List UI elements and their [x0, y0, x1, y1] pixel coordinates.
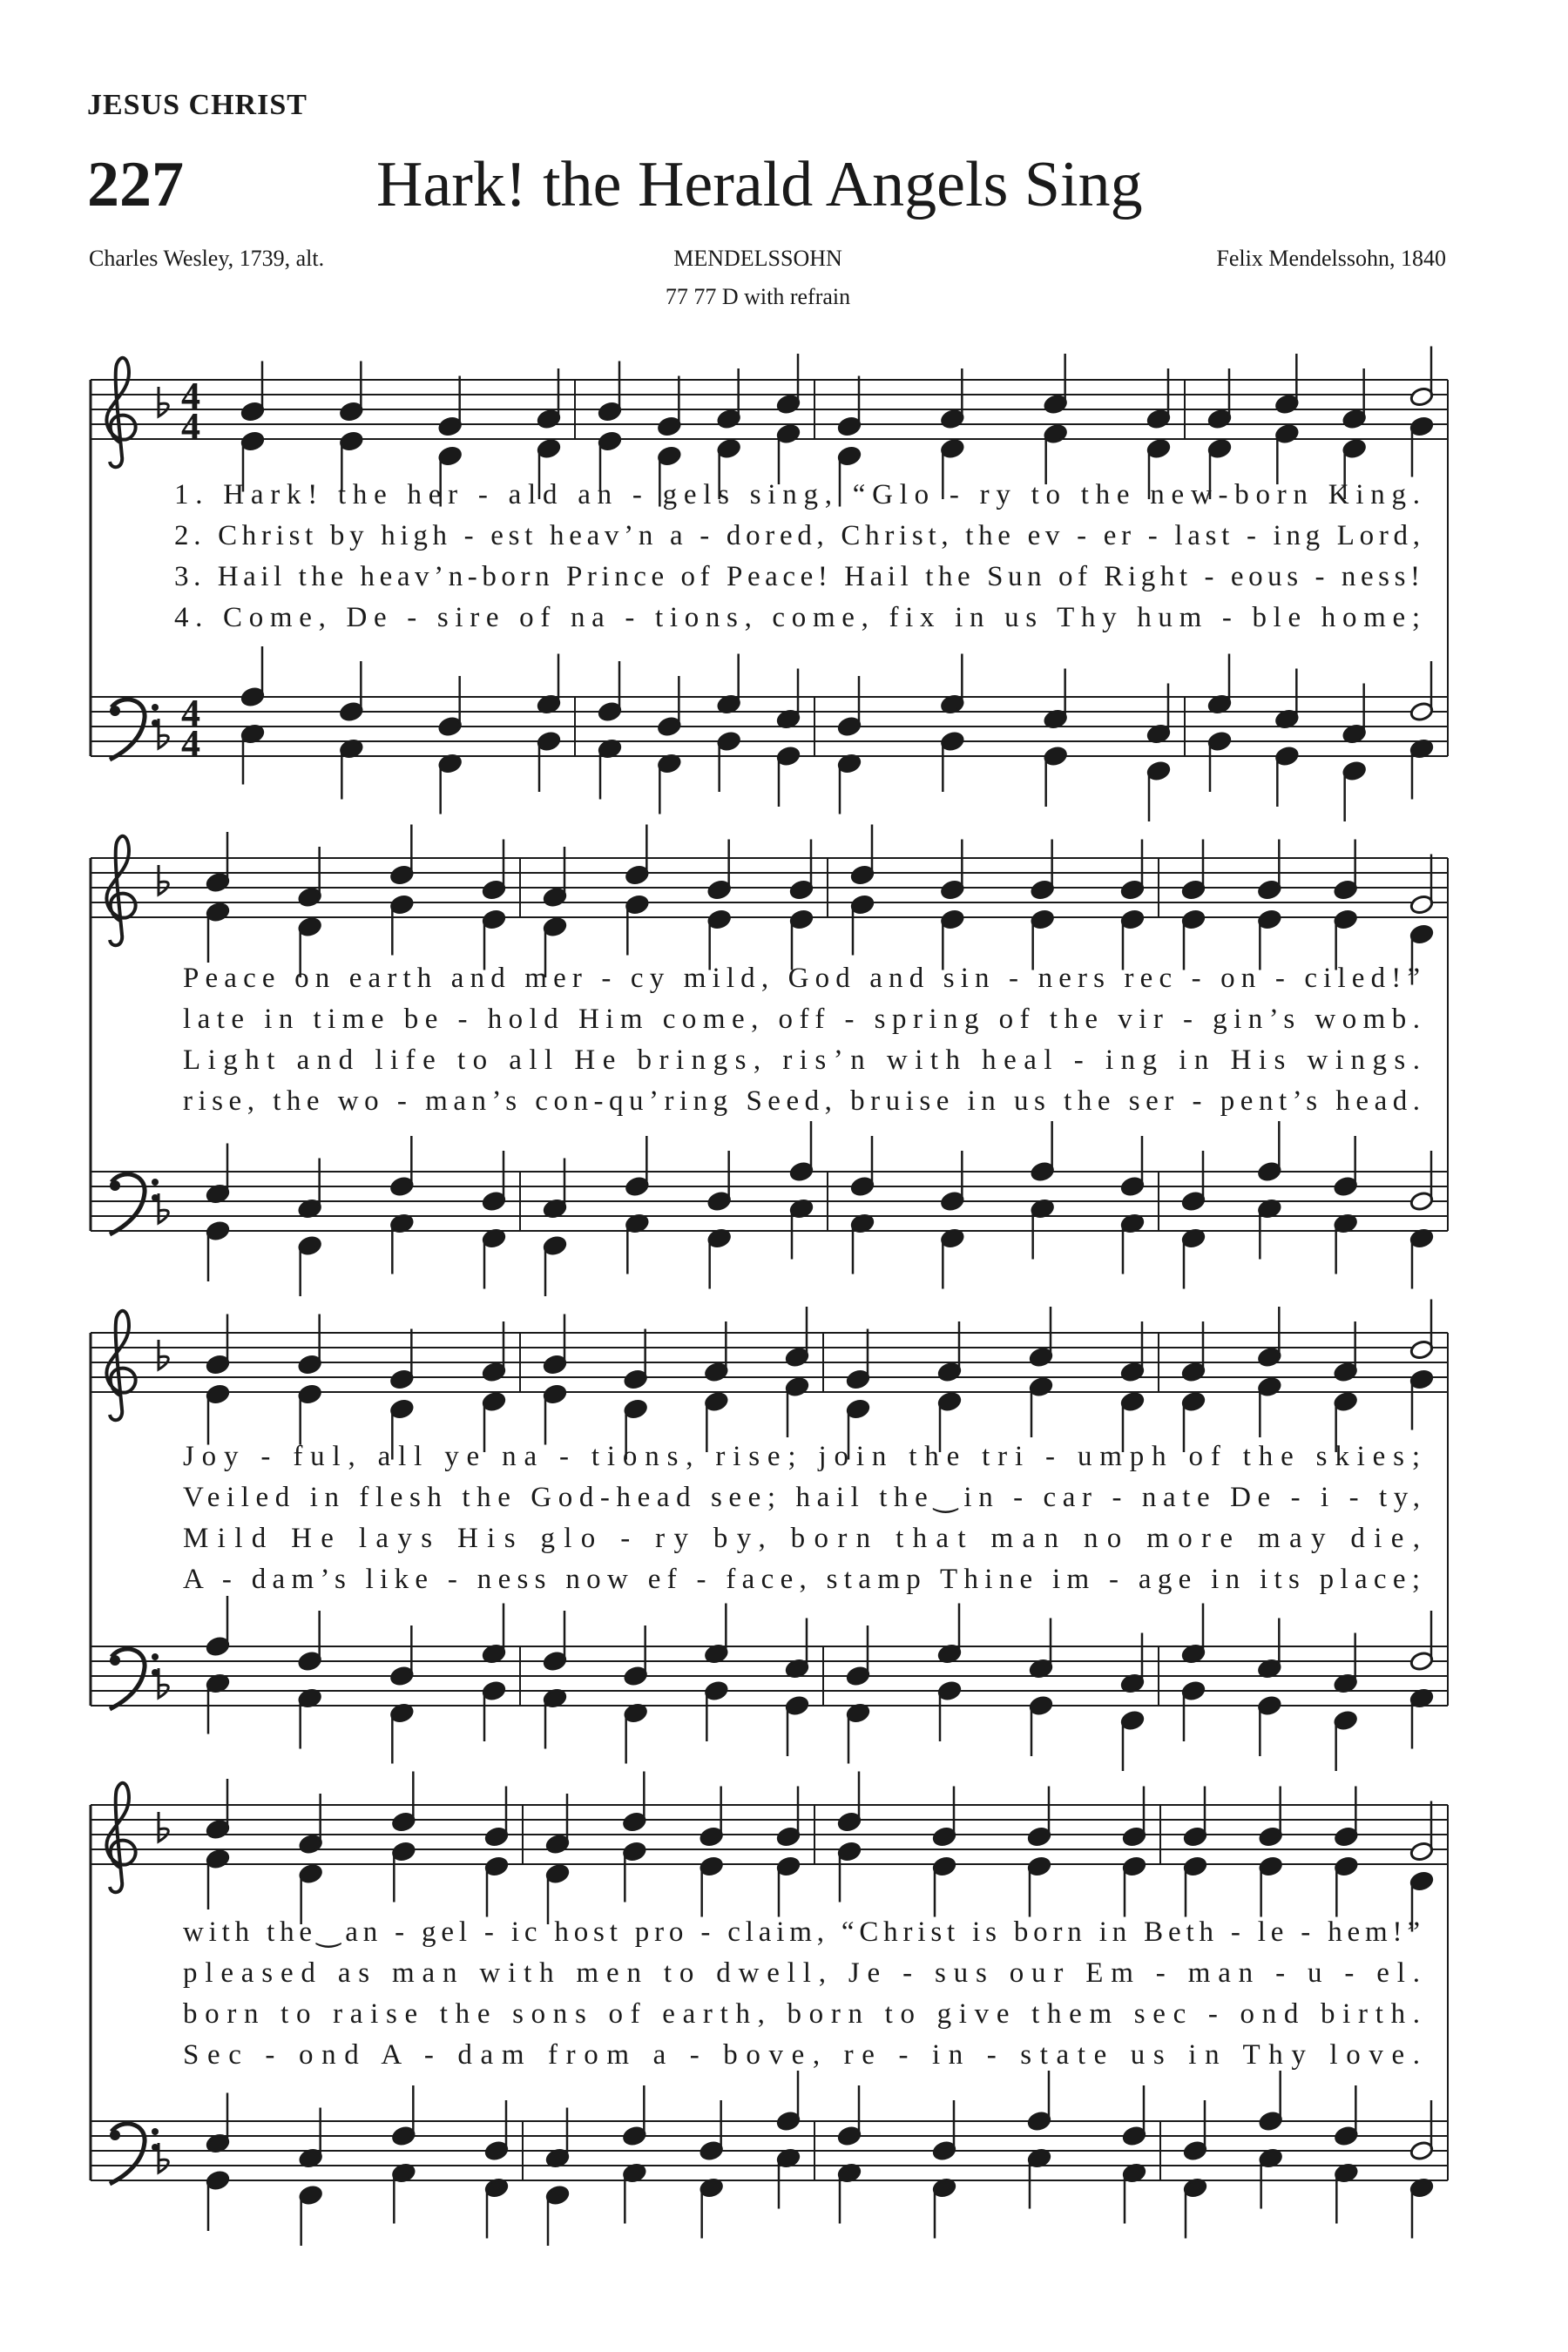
lyric-line: A - dam’s like - ness now ef - face, stamp Thine im - age in its place; — [183, 1564, 1420, 1595]
flat-icon — [159, 387, 168, 416]
lyric-line: Light and life to all He brings, ris’n with heal - ing in His wings. — [183, 1044, 1420, 1076]
music-credit: Felix Mendelssohn, 1840 — [1216, 246, 1446, 271]
time-signature-top: 4 — [181, 375, 200, 417]
time-signature-bottom: 4 — [181, 722, 200, 765]
flat-icon — [159, 1668, 168, 1698]
lyric-line: 2. Christ by high - est heav’n a - dored, Christ, the ev - er - last - ing Lord, — [174, 520, 1421, 551]
bass-clef-dot — [110, 1180, 120, 1191]
treble-clef-icon — [106, 1311, 135, 1420]
tune-name: MENDELSSOHN — [673, 246, 842, 271]
time-signature-top: 4 — [181, 692, 200, 734]
meter: 77 77 D with refrain — [665, 284, 851, 309]
bass-clef-dot — [152, 1179, 159, 1186]
lyric-line: late in time be - hold Him come, off - spring of the vir - gin’s womb. — [183, 1004, 1420, 1035]
bass-clef-dot — [152, 704, 159, 711]
section-label: JESUS CHRIST — [87, 89, 308, 121]
lyric-line: Joy - ful, all ye na - tions, rise; join the tri - umph of the skies; — [183, 1441, 1420, 1472]
lyric-line: rise, the wo - man’s con-qu’ring Seed, bruise in us the ser - pent’s head. — [183, 1085, 1420, 1117]
lyric-line: with the‿an - gel - ic host pro - claim, “Christ is born in Beth - le - hem!” — [183, 1916, 1421, 1948]
bass-clef-dot — [110, 706, 120, 716]
hymn-title: Hark! the Herald Angels Sing — [376, 149, 1143, 220]
lyric-line: born to raise the sons of earth, born to give them sec - ond birth. — [183, 1998, 1421, 2030]
lyric-line: 3. Hail the heav’n-born Prince of Peace! Hail the Sun of Right - eous - ness! — [174, 561, 1420, 592]
flat-icon — [159, 719, 168, 748]
hymn-number: 227 — [87, 149, 184, 220]
words-credit: Charles Wesley, 1739, alt. — [89, 246, 325, 271]
lyric-line: Veiled in flesh the God-head see; hail the‿in - car - nate De - i - ty, — [183, 1482, 1420, 1513]
bass-clef-dot — [152, 1653, 159, 1660]
bass-clef-dot — [110, 2130, 120, 2140]
treble-clef-icon — [106, 836, 135, 945]
lyric-line: 4. Come, De - sire of na - tions, come, fix in us Thy hum - ble home; — [174, 602, 1420, 633]
flat-icon — [159, 865, 168, 895]
bass-clef-dot — [152, 2128, 159, 2135]
lyric-line: Sec - ond A - dam from a - bove, re - in - state us in Thy love. — [183, 2039, 1421, 2071]
lyric-line: Peace on earth and mer - cy mild, God and sin - ners rec - on - ciled!” — [183, 963, 1421, 994]
bass-clef-dot — [110, 1655, 120, 1666]
lyric-line: pleased as man with men to dwell, Je - sus our Em - man - u - el. — [183, 1957, 1420, 1989]
flat-icon — [159, 2143, 168, 2173]
lyric-line: Mild He lays His glo - ry by, born that man no more may die, — [183, 1523, 1421, 1554]
time-signature-bottom: 4 — [181, 405, 200, 448]
treble-clef-icon — [106, 1783, 135, 1892]
flat-icon — [159, 1812, 168, 1842]
treble-clef-icon — [106, 358, 135, 467]
lyric-line: 1. Hark! the her - ald an - gels sing, “Glo - ry to the new-born King. — [174, 479, 1421, 510]
flat-icon — [159, 1340, 168, 1369]
flat-icon — [159, 1193, 168, 1223]
